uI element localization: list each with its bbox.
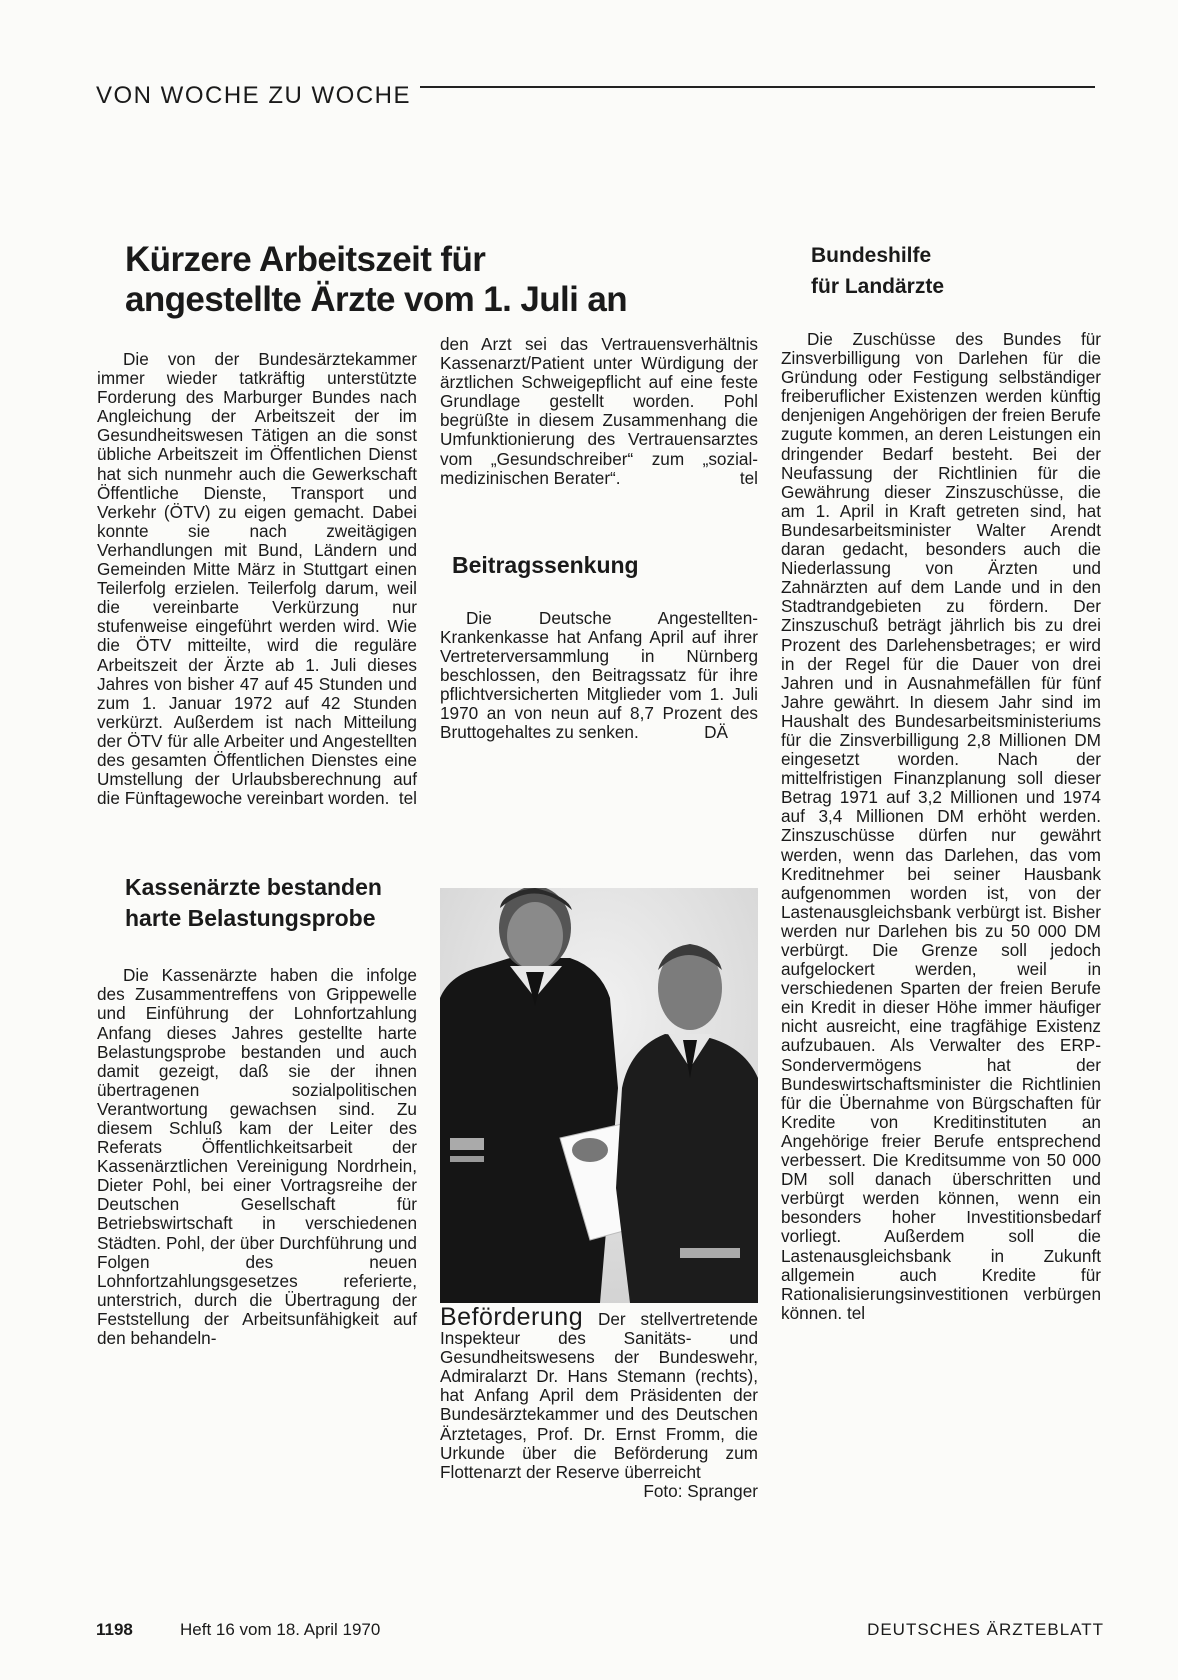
beitrag-body: Die Deutsche Angestellten-Krankenkasse hat Anfang April auf ihrer Vertreterversammlung in Nürnberg beschlossen, den Beitragssatz für ihre pflichtversicherten Mitglieder vom 1. Juli 1970 an von neun auf 8,7 Prozent des Bruttogehaltes zu senken. DÄ [440, 607, 758, 743]
award-photo-image [440, 888, 758, 1303]
kassen-body-col1: Die Kassenärzte haben die infolge des Zusammentreffens von Grippewelle und Einführung der Lohnfortzahlung Anfang dieses Jahres gestellte harte Belastungsprobe bestanden und auch damit gezeigt, daß sie der ihnen übertragenen sozialpolitischen Verantwortung gewachsen sind. Zu diesem Schluß kam der Leiter des Referats Öffentlichkeitsarbeit der Kassenärztlichen Vereinigung Nordrhein, Dieter Pohl, bei einer Vortragsreihe der Deutschen Gesellschaft für Betriebswirtschaft in verschiedenen Städten. Pohl, der über Durchführung und Folgen des neuen Lohnfortzahlungsgesetzes referierte, unterstrich, durch die Übertragung der Feststellung der Arbeitsunfähigkeit auf den behandeln- [97, 965, 417, 1349]
page-number: 1198 [96, 1620, 133, 1639]
beitrag-headline: Beitragssenkung [452, 551, 639, 578]
bundeshilfe-signature: tel [846, 1302, 866, 1323]
bundeshilfe-headline-line1: Bundeshilfe [811, 244, 932, 267]
kassen-body-col2: den Arzt sei das Vertrauensverhältnis Kassenarzt/Patient unter Würdigung der ärztlichen Schweigepflicht auf eine feste Grundlage gestellt worden. Pohl begrüßte in diesem Zusammenhang die Umfunktionierung des Vertrauensarztes vom „Gesundschreiber“ zum „sozial-medizinischen Berater“. tel [440, 334, 758, 488]
beitrag-signature: DÄ [704, 722, 728, 743]
main-headline-line2: angestellte Ärzte vom 1. Juli an [125, 280, 628, 319]
bundeshilfe-headline-line2: für Landärzte [811, 275, 945, 298]
caption-text: Der stellvertretende Inspekteur des Sanitäts- und Gesundheitswesens der Bundeswehr, Admiralarzt Dr. Hans Stemann (rechts), hat Anfang April dem Präsidenten der Bundesärztekammer und des Deutschen Ärztetages, Prof. Dr. Ernst Fromm, die Urkunde über die Beförderung zum Flottenarzt der Reserve überreicht [440, 1309, 758, 1482]
main-headline-line1: Kürzere Arbeitszeit für [125, 240, 486, 279]
bundeshilfe-body: Die Zuschüsse des Bundes für Zinsverbilligung von Darlehen für die Gründung oder Festigung selbständiger freiberuflicher Existenzen werden künftig denjenigen Angehörigen der freien Berufe zugute kommen, an deren Leistungen ein dringender Bedarf besteht. Bei der Neufassung der Richtlinien für die Gewährung dieser Zinszuschüsse, die am 1. April in Kraft getreten sind, hat Bundesarbeitsminister Walter Arendt daran gedacht, besonders auch die Niederlassung von Ärzten und Zahnärzten auf dem Lande und in den Stadtrandgebieten zu fördern. Der Zinszuschuß beträgt jährlich bis zu drei Prozent des Darlehensbetrages; er wird in der Regel für die Dauer von drei Jahren und in Ausnahmefällen für fünf Jahre gewährt. In diesem Jahr sind im Haushalt des Bundesarbeitsministeriums für die Zinsverbilligung 2,8 Millionen DM eingesetzt worden. Nach der mittelfristigen Finanzplanung soll dieser Betrag 1971 auf 3,2 Millionen und 1974 auf 3,4 Millionen DM erhöht werden. Zinszuschüsse dürfen nur gewährt werden, wenn das Darlehen, das vom Kreditnehmer bei seiner Hausbank aufgenommen worden ist, von der Lastenausgleichsbank verbürgt ist. Bisher werden nur Darlehen bis zu 50 000 DM verbürgt. Die Grenze soll jedoch aufgelockert werden, weil in verschiedenen Sparten der freien Berufe ein Kredit in dieser Höhe immer häufiger nicht ausreicht, eine tragfähige Existenz aufzubauen. Als Verwalter des ERP-Sondervermögens hat der Bundeswirtschaftsminister die Richtlinien für die Übernahme von Bürgschaften für Kredite von Kreditinstituten an Angehörige freier Berufe entsprechend verbessert. Die Kreditsumme von 50 000 DM soll danach überschritten und verbürgt werden können, wenn ein besonders hoher Investitionsbedarf vorliegt. Außerdem soll die Lastenausgleichsbank in Zukunft allgemein auch Kredite für Rationalisierungsinvestitionen verbürgen können. tel [781, 329, 1101, 1323]
column-right [781, 240, 1101, 1323]
bundeshilfe-headline [811, 240, 1101, 302]
kassen-headline-line2: harte Belastungsprobe [125, 905, 376, 932]
main-article-body: Die von der Bundesärztekammer immer wieder tatkräftig unterstützte Forderung des Marburger Bundes nach Angleichung der Arbeitszeit der im Gesundheitswesen Tätigen an die sonst übliche Arbeitszeit im Öffentlichen Dienst hat sich nunmehr auch die Gewerkschaft Öffentliche Dienste, Transport und Verkehr (ÖTV) zu eigen gemacht. Dabei konnte sie nach zweitägigen Verhandlungen mit Bund, Ländern und Gemeinden Mitte März in Stuttgart einen Teilerfolg erzielen. Teilerfolg darum, weil die vereinbarte Verkürzung nur stufenweise eingeführt werden wird. Wie die ÖTV mitteilte, wird die reguläre Arbeitszeit der Ärzte ab 1. Juli dieses Jahres von bisher 47 auf 45 Stunden und zum 1. Januar 1972 auf 42 Stunden verkürzt. Außerdem ist nach Mitteilung der ÖTV für alle Arbeiter und Angestellten des gesamten Öffentlichen Dienstes eine Umstellung der Urlaubsberechnung auf die Fünftagewoche vereinbart worden. tel [97, 349, 417, 809]
main-headline [125, 240, 645, 320]
photo-credit: Foto: Spranger [643, 1480, 758, 1501]
award-photo [440, 888, 758, 1303]
caption-title: Beförderung [440, 1303, 584, 1331]
kassen-headline-line1: Kassenärzte bestanden [125, 874, 382, 901]
issue-info: Heft 16 vom 18. April 1970 [180, 1620, 381, 1639]
kassen-signature: tel [739, 467, 758, 488]
publication-name: DEUTSCHES ÄRZTEBLATT [867, 1620, 1104, 1639]
photo-caption [440, 1303, 758, 1501]
kassen-headline [125, 872, 417, 934]
section-rule [420, 86, 1095, 88]
column-middle [440, 335, 758, 742]
main-article-signature: tel [398, 788, 417, 809]
column-left [97, 350, 417, 1348]
section-title: VON WOCHE ZU WOCHE [96, 82, 411, 109]
